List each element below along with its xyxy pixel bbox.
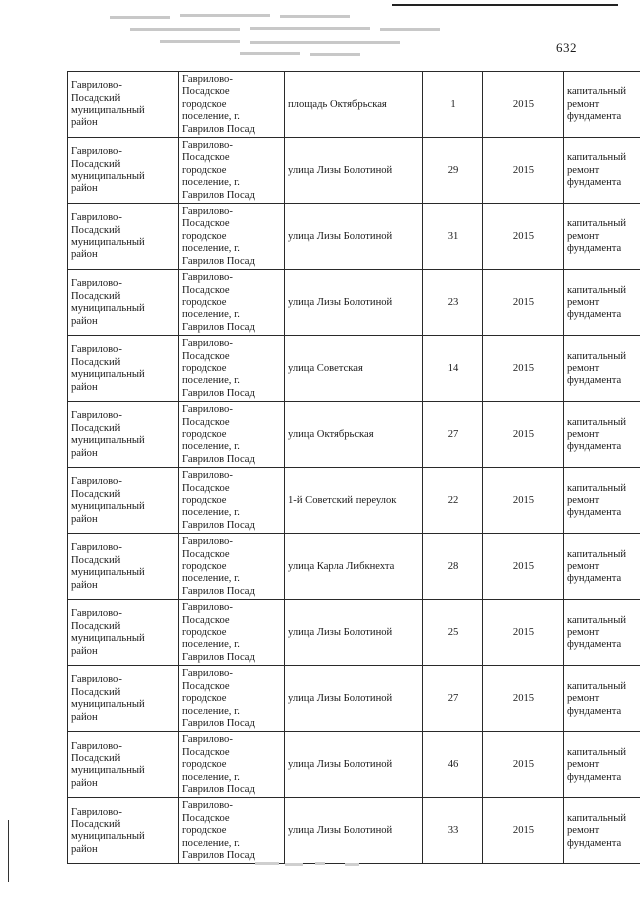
house-number-cell-text: 33	[447, 825, 459, 837]
work-type-cell-text: капитальный ремонт фундамента	[567, 284, 627, 321]
settlement-cell-text: Гаврилово- Посадское городское поселение, г. Гаврилов Посад	[182, 536, 255, 597]
table-row	[68, 666, 640, 732]
district-cell	[68, 798, 179, 864]
house-number-cell	[423, 138, 483, 204]
page-number: 632	[556, 40, 577, 55]
work-type-cell	[564, 72, 640, 138]
year-cell	[483, 798, 564, 864]
house-number-cell-text: 25	[447, 627, 459, 639]
table-row	[68, 468, 640, 534]
table-row	[68, 798, 640, 864]
year-cell	[483, 666, 564, 732]
table-row	[68, 534, 640, 600]
street-cell-text: улица Карла Либкнехта	[288, 561, 395, 573]
table-row	[68, 732, 640, 798]
settlement-cell	[179, 138, 285, 204]
table-row	[68, 402, 640, 468]
house-number-cell-text: 31	[447, 230, 459, 242]
settlement-cell	[179, 534, 285, 600]
house-number-cell	[423, 666, 483, 732]
street-cell-text: улица Лизы Болотиной	[288, 296, 393, 308]
district-cell-text: Гаврилово- Посадский муниципальный район	[71, 344, 145, 393]
district-cell	[68, 468, 179, 534]
year-cell	[483, 732, 564, 798]
settlement-cell-text: Гаврилово- Посадское городское поселение, г. Гаврилов Посад	[182, 206, 255, 267]
settlement-cell	[179, 732, 285, 798]
year-cell	[483, 468, 564, 534]
district-cell-text: Гаврилово- Посадский муниципальный район	[71, 410, 145, 459]
year-cell	[483, 204, 564, 270]
settlement-cell	[179, 204, 285, 270]
work-type-cell	[564, 666, 640, 732]
district-cell-text: Гаврилово- Посадский муниципальный район	[71, 740, 145, 789]
house-number-cell-text: 28	[447, 561, 459, 573]
street-cell	[285, 798, 423, 864]
faded-footer-marks	[255, 858, 395, 870]
house-number-cell-text: 46	[447, 759, 459, 771]
work-type-cell-text: капитальный ремонт фундамента	[567, 482, 627, 519]
year-cell-text: 2015	[512, 495, 535, 506]
settlement-cell-text: Гаврилово- Посадское городское поселение, г. Гаврилов Посад	[182, 734, 255, 795]
settlement-cell-text: Гаврилово- Посадское городское поселение, г. Гаврилов Посад	[182, 140, 255, 201]
year-cell-text: 2015	[512, 164, 535, 176]
work-type-cell	[564, 336, 640, 402]
house-number-cell-text: 1	[450, 98, 456, 110]
repair-registry-table	[67, 71, 640, 864]
house-number-cell	[423, 402, 483, 468]
year-cell	[483, 336, 564, 402]
table-row	[68, 270, 640, 336]
district-cell-text: Гаврилово- Посадский муниципальный район	[71, 674, 145, 723]
year-cell	[483, 138, 564, 204]
street-cell	[285, 204, 423, 270]
year-cell-text: 2015	[512, 759, 535, 771]
street-cell-text: улица Лизы Болотиной	[288, 693, 393, 705]
district-cell-text: Гаврилово- Посадский муниципальный район	[71, 212, 145, 261]
work-type-cell-text: капитальный ремонт фундамента	[567, 812, 627, 849]
work-type-cell	[564, 138, 640, 204]
settlement-cell	[179, 798, 285, 864]
work-type-cell	[564, 204, 640, 270]
work-type-cell	[564, 798, 640, 864]
house-number-cell	[423, 72, 483, 138]
table-row	[68, 204, 640, 270]
house-number-cell	[423, 732, 483, 798]
street-cell	[285, 270, 423, 336]
street-cell	[285, 138, 423, 204]
settlement-cell	[179, 72, 285, 138]
district-cell	[68, 402, 179, 468]
district-cell-text: Гаврилово- Посадский муниципальный район	[71, 806, 145, 855]
settlement-cell	[179, 666, 285, 732]
year-cell-text: 2015	[512, 627, 535, 639]
work-type-cell-text: капитальный ремонт фундамента	[567, 614, 627, 651]
house-number-cell-text: 27	[447, 693, 459, 705]
settlement-cell-text: Гаврилово- Посадское городское поселение, г. Гаврилов Посад	[182, 338, 255, 399]
district-cell-text: Гаврилово- Посадский муниципальный район	[71, 278, 145, 327]
binding-mark	[8, 820, 9, 882]
faded-stamp-text	[100, 6, 540, 66]
settlement-cell	[179, 600, 285, 666]
street-cell	[285, 666, 423, 732]
work-type-cell	[564, 270, 640, 336]
work-type-cell	[564, 402, 640, 468]
district-cell-text: Гаврилово- Посадский муниципальный район	[71, 146, 145, 195]
house-number-cell	[423, 534, 483, 600]
work-type-cell-text: капитальный ремонт фундамента	[567, 416, 627, 453]
house-number-cell	[423, 270, 483, 336]
year-cell-text: 2015	[512, 428, 535, 440]
house-number-cell	[423, 798, 483, 864]
district-cell	[68, 534, 179, 600]
settlement-cell-text: Гаврилово- Посадское городское поселение, г. Гаврилов Посад	[182, 470, 255, 531]
district-cell-text: Гаврилово- Посадский муниципальный район	[71, 80, 145, 129]
year-cell	[483, 72, 564, 138]
table-row	[68, 336, 640, 402]
house-number-cell	[423, 468, 483, 534]
district-cell	[68, 72, 179, 138]
table-row	[68, 600, 640, 666]
street-cell	[285, 468, 423, 534]
settlement-cell	[179, 402, 285, 468]
district-cell-text: Гаврилово- Посадский муниципальный район	[71, 608, 145, 657]
work-type-cell-text: капитальный ремонт фундамента	[567, 86, 627, 123]
street-cell	[285, 336, 423, 402]
district-cell	[68, 336, 179, 402]
house-number-cell-text: 23	[447, 296, 459, 308]
year-cell-text: 2015	[512, 825, 535, 837]
settlement-cell-text: Гаврилово- Посадское городское поселение, г. Гаврилов Посад	[182, 404, 255, 465]
street-cell-text: улица Октябрьская	[288, 428, 374, 440]
house-number-cell	[423, 204, 483, 270]
settlement-cell	[179, 336, 285, 402]
district-cell	[68, 138, 179, 204]
house-number-cell-text: 22	[447, 495, 459, 506]
year-cell-text: 2015	[512, 561, 535, 573]
street-cell-text: 1-й Советский переулок	[288, 495, 397, 506]
year-cell	[483, 600, 564, 666]
district-cell-text: Гаврилово- Посадский муниципальный район	[71, 476, 145, 525]
street-cell	[285, 600, 423, 666]
work-type-cell	[564, 600, 640, 666]
year-cell	[483, 402, 564, 468]
settlement-cell	[179, 468, 285, 534]
street-cell-text: улица Лизы Болотиной	[288, 627, 393, 639]
street-cell-text: площадь Октябрьская	[288, 98, 387, 110]
street-cell	[285, 534, 423, 600]
district-cell	[68, 732, 179, 798]
district-cell-text: Гаврилово- Посадский муниципальный район	[71, 542, 145, 591]
table-row	[68, 138, 640, 204]
year-cell-text: 2015	[512, 362, 535, 374]
street-cell	[285, 732, 423, 798]
work-type-cell-text: капитальный ремонт фундамента	[567, 548, 627, 585]
year-cell-text: 2015	[512, 693, 535, 705]
street-cell-text: улица Лизы Болотиной	[288, 759, 393, 771]
year-cell-text: 2015	[512, 230, 535, 242]
year-cell	[483, 270, 564, 336]
settlement-cell-text: Гаврилово- Посадское городское поселение, г. Гаврилов Посад	[182, 800, 255, 861]
table-row	[68, 72, 640, 138]
street-cell	[285, 72, 423, 138]
street-cell-text: улица Лизы Болотиной	[288, 825, 393, 837]
work-type-cell	[564, 732, 640, 798]
district-cell	[68, 204, 179, 270]
house-number-cell-text: 29	[447, 164, 459, 176]
district-cell	[68, 666, 179, 732]
year-cell-text: 2015	[512, 296, 535, 308]
work-type-cell-text: капитальный ремонт фундамента	[567, 218, 627, 255]
street-cell-text: улица Лизы Болотиной	[288, 230, 393, 242]
work-type-cell-text: капитальный ремонт фундамента	[567, 746, 627, 783]
street-cell-text: улица Советская	[288, 362, 363, 374]
house-number-cell	[423, 336, 483, 402]
district-cell	[68, 600, 179, 666]
work-type-cell-text: капитальный ремонт фундамента	[567, 350, 627, 387]
work-type-cell	[564, 534, 640, 600]
work-type-cell-text: капитальный ремонт фундамента	[567, 680, 627, 717]
street-cell-text: улица Лизы Болотиной	[288, 164, 393, 176]
district-cell	[68, 270, 179, 336]
work-type-cell-text: капитальный ремонт фундамента	[567, 152, 627, 189]
house-number-cell	[423, 600, 483, 666]
house-number-cell-text: 14	[447, 362, 459, 374]
settlement-cell	[179, 270, 285, 336]
year-cell-text: 2015	[512, 98, 535, 110]
street-cell	[285, 402, 423, 468]
work-type-cell	[564, 468, 640, 534]
house-number-cell-text: 27	[447, 428, 459, 440]
year-cell	[483, 534, 564, 600]
settlement-cell-text: Гаврилово- Посадское городское поселение, г. Гаврилов Посад	[182, 602, 255, 663]
settlement-cell-text: Гаврилово- Посадское городское поселение, г. Гаврилов Посад	[182, 272, 255, 333]
settlement-cell-text: Гаврилово- Посадское городское поселение, г. Гаврилов Посад	[182, 74, 255, 135]
settlement-cell-text: Гаврилово- Посадское городское поселение, г. Гаврилов Посад	[182, 668, 255, 729]
